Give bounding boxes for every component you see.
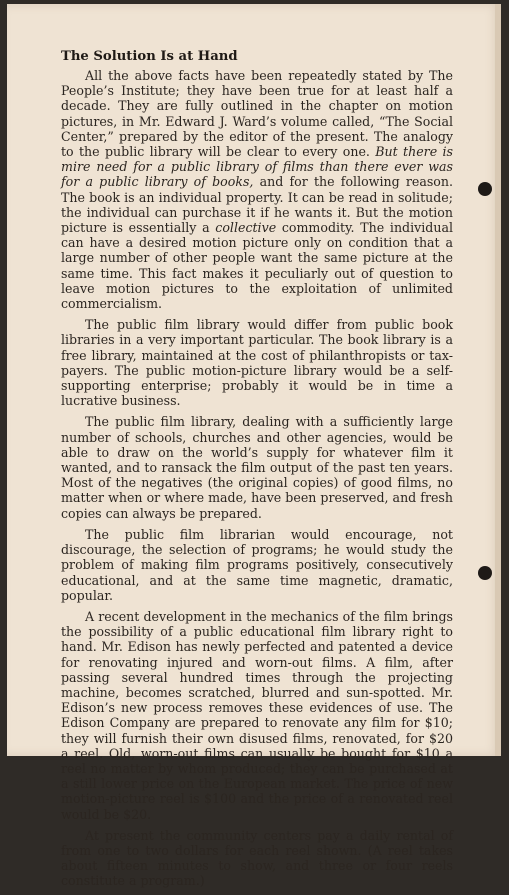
paragraph-2: The public film library would differ from public book libraries in a very important particular. The book library is a free library, maintained at the cost of philanthropists or tax-payers. The public motion-picture library would be a self-supporting enterprise; probably it would be in time a lucrative business. xyxy=(61,317,453,409)
paragraph-1-part-c: commodity. The individual can have a desired motion picture only on condition that a large number of other people want the same picture at the same time. This fact makes it peculiarly out of question to leave motion pictures to the exploitation of unlimited commercialism. xyxy=(61,220,453,312)
paragraph-4: The public film librarian would encourage, not discourage, the selection of programs; he would study the problem of making film programs positively, consecutively educational, and at the same time magnetic, dramatic, popular. xyxy=(61,526,453,603)
paragraph-1-part-b: and for the following reason. The book is an individual property. It can be read in solitude; the individual can purchase it if he wants it. But the motion picture is essentially a xyxy=(61,174,454,236)
page-content xyxy=(61,49,453,895)
paragraph-1-italic-1: But there is mire need for a public library of films than there ever was for a public library of books, xyxy=(61,144,453,190)
paragraph-5: A recent development in the mechanics of the film brings the possibility of a public educational film library right to hand. Mr. Edison has newly perfected and patented a device for renovating injured and worn-out films. A film, after passing several hundred times through the projecting machine, becomes scratched, blurred and sun-spotted. Mr. Edison’s new process removes these evidences of use. The Edison Company are prepared to renovate any film for $10; they will furnish their own disused films, renovated, for $20 a reel. Old, worn-out films can usually be bought for $10 a reel no matter by whom produced; they can be purchased at a still lower price on the European market. The price of new motion-picture reel is $100 and the price of a renovated reel would be $20. xyxy=(61,608,453,822)
paragraph-1-italic-2: collective xyxy=(215,220,277,236)
section-heading: The Solution Is at Hand xyxy=(61,49,238,64)
paragraph-1-part-a: All the above facts have been repeatedly stated by The People’s Institute; they have been true for at least half a decade. They are fully outlined in the chapter on motion pictures, in Mr. Edward J. Ward’s volume called, “The Social Center,” prepared by the editor of the present. The analogy to the public library will be clear to every one. xyxy=(61,68,453,160)
paragraph-6: At present the community centers pay a daily rental of from one to two dollars for each reel shown. (A reel takes about fifteen minutes to show, and three or four reels constitute a program.) xyxy=(61,827,453,889)
binder-hole-top xyxy=(478,182,492,196)
paragraph-1 xyxy=(61,68,453,311)
paragraph-3: The public film library, dealing with a sufficiently large number of schools, churches and other agencies, would be able to draw on the world’s supply for whatever film it wanted, and to ransack the film output of the past ten years. Most of the negatives (the original copies) of good films, no matter when or where made, have been preserved, and fresh copies can always be prepared. xyxy=(61,414,453,521)
document-page xyxy=(7,4,501,889)
binder-hole-bottom xyxy=(478,566,492,580)
